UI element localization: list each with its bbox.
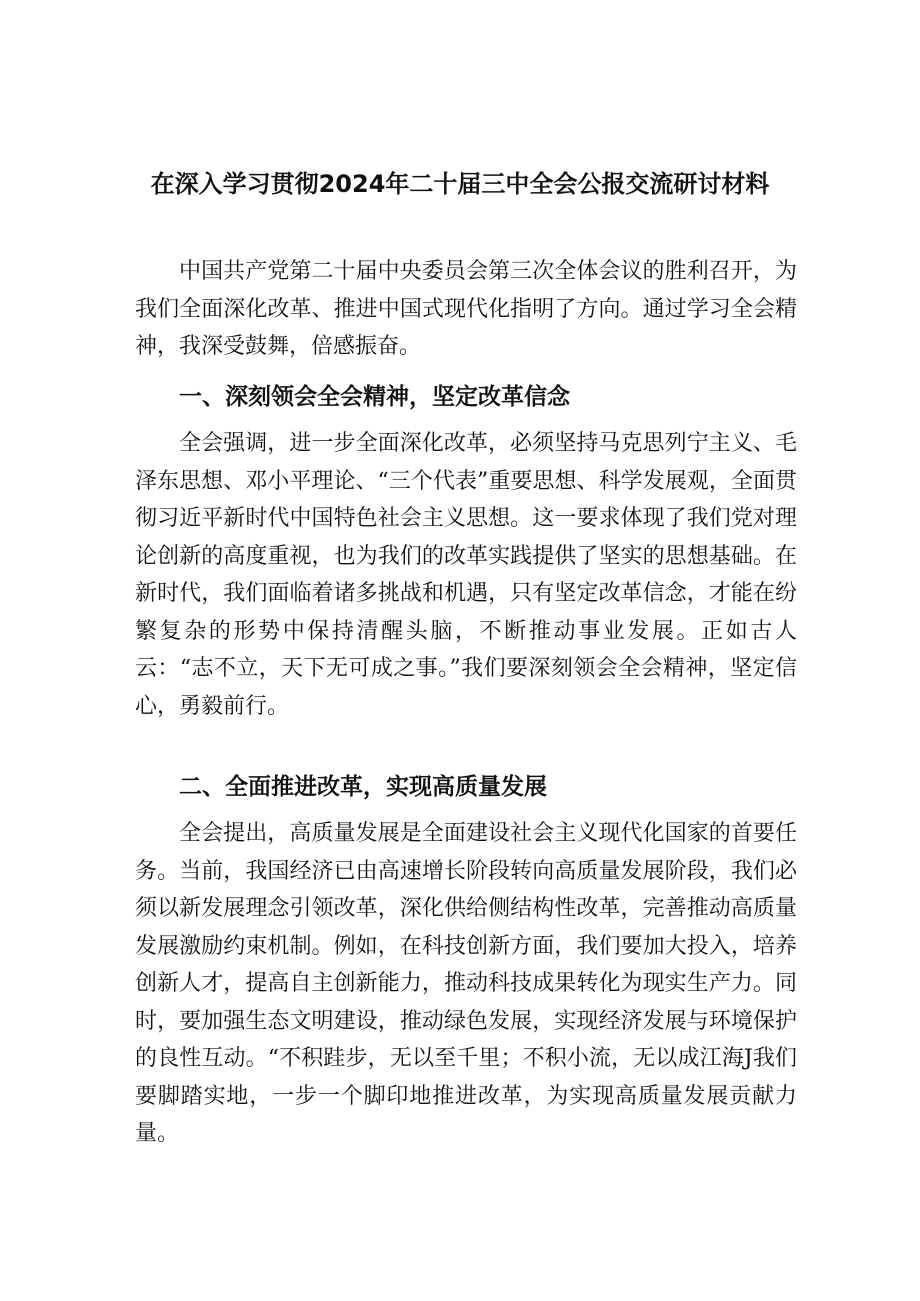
section-2-heading: 二、全面推进改革，实现高质量发展 bbox=[179, 774, 547, 800]
intro-paragraph: 中国共产党第二十届中央委员会第三次全体会议的胜利召开，为我们全面深化改革、推进中国式现代化指明了方向。通过学习全会精神，我深受鼓舞，倍感振奋。 bbox=[135, 259, 797, 359]
document-title: 在深入学习贯彻2024年二十届三中全会公报交流研讨材料 bbox=[150, 170, 770, 198]
section-2-paragraph: 全会提出，高质量发展是全面建设社会主义现代化国家的首要任务。当前，我国经济已由高速增长阶段转向高质量发展阶段，我们必须以新发展理念引领改革，深化供给侧结构性改革，完善推动高质量发展激励约束机制。例如，在科技创新方面，我们要加大投入，培养创新人才，提高自主创新能力，推动科技成果转化为现实生产力。同时，要加强生态文明建设，推动绿色发展，实现经济发展与环境保护的良性互动。“不积跬步，无以至千里；不积小流，无以成江海J我们要脚踏实地，一步一个脚印地推进改革，为实现高质量发展贡献力量。 bbox=[135, 821, 797, 1146]
section-1-paragraph: 全会强调，进一步全面深化改革，必须坚持马克思列宁主义、毛泽东思想、邓小平理论、“三个代表”重要思想、科学发展观，全面贯彻习近平新时代中国特色社会主义思想。这一要求体现了我们党对理论创新的高度重视，也为我们的改革实践提供了坚实的思想基础。在新时代，我们面临着诸多挑战和机遇，只有坚定改革信念，才能在纷繁复杂的形势中保持清醒头脑，不断推动事业发展。正如古人云：“志不立，天下无可成之事。”我们要深刻领会全会精神，坚定信心，勇毅前行。 bbox=[135, 431, 797, 719]
section-1-heading: 一、深刻领会全会精神，坚定改革信念 bbox=[179, 384, 570, 410]
